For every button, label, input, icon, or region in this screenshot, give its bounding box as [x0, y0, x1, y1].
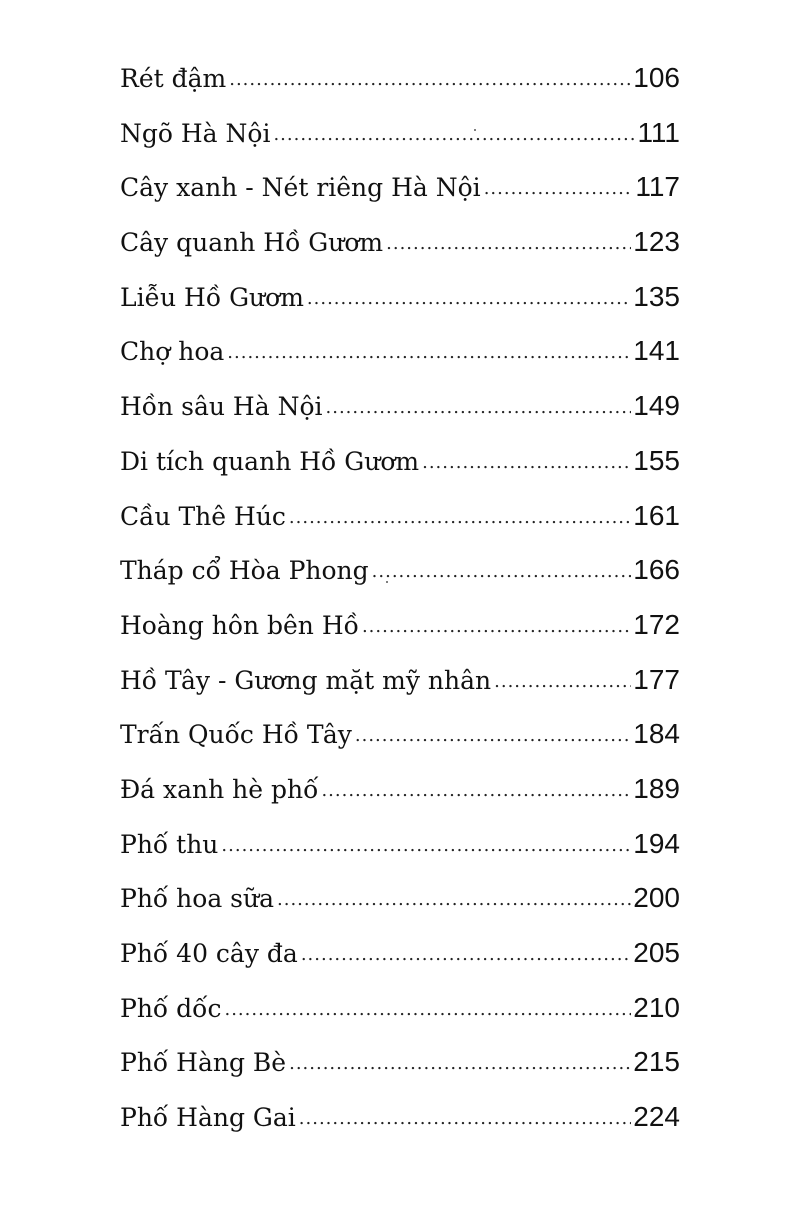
scan-speck [386, 581, 388, 583]
table-of-contents [120, 62, 680, 1156]
toc-entry [120, 281, 680, 336]
toc-dot-leader [301, 944, 631, 965]
toc-entry-page: 189 [633, 772, 680, 804]
toc-entry-title: Phố hoa sữa [120, 884, 275, 914]
toc-entry-page: 224 [633, 1101, 680, 1133]
toc-dot-leader [221, 835, 631, 856]
toc-entry-page: 117 [635, 171, 680, 203]
toc-entry-page: 123 [633, 226, 680, 258]
toc-entry-page: 155 [633, 444, 680, 476]
toc-dot-leader [289, 507, 631, 528]
toc-entry-page: 106 [633, 62, 680, 93]
toc-dot-leader [355, 725, 631, 746]
toc-entry-title: Liễu Hồ Gươm [120, 282, 304, 312]
toc-entry [120, 937, 680, 992]
toc-dot-leader [484, 178, 634, 199]
toc-entry [120, 554, 680, 609]
toc-entry-page: 172 [633, 608, 680, 640]
toc-entry-page: 111 [637, 116, 680, 148]
toc-entry-title: Trấn Quốc Hồ Tây [120, 720, 352, 750]
toc-entry-page: 200 [633, 882, 680, 914]
toc-entry-title: Rét đậm [120, 64, 227, 93]
toc-dot-leader [277, 889, 631, 910]
toc-entry [120, 390, 680, 445]
toc-dot-leader [372, 561, 632, 582]
toc-entry-title: Phố thu [120, 829, 219, 859]
toc-entry [120, 828, 680, 883]
toc-dot-leader [229, 69, 631, 90]
toc-dot-leader [227, 342, 631, 363]
toc-dot-leader [299, 1108, 631, 1129]
toc-entry [120, 992, 680, 1047]
toc-dot-leader [273, 124, 635, 145]
toc-entry-title: Di tích quanh Hồ Gươm [120, 446, 420, 476]
toc-entry-title: Hồn sâu Hà Nội [120, 392, 323, 422]
toc-entry-title: Chợ hoa [120, 337, 225, 367]
toc-entry-title: Phố dốc [120, 993, 222, 1023]
toc-entry-page: 149 [633, 390, 680, 422]
toc-entry [120, 1101, 680, 1156]
toc-entry [120, 773, 680, 828]
toc-dot-leader [494, 671, 631, 692]
toc-entry [120, 171, 680, 226]
toc-entry [120, 117, 680, 172]
toc-entry-title: Phố Hàng Bè [120, 1048, 287, 1078]
toc-entry-title: Cây quanh Hồ Gươm [120, 228, 384, 258]
toc-entry-title: Phố 40 cây đa [120, 939, 298, 968]
toc-entry [120, 664, 680, 719]
toc-dot-leader [289, 1053, 631, 1074]
toc-entry-page: 135 [633, 280, 680, 312]
toc-entry-page: 210 [633, 991, 680, 1023]
toc-entry-title: Cây xanh - Nét riêng Hà Nội [120, 173, 481, 203]
toc-entry [120, 445, 680, 500]
toc-entry-title: Đá xanh hè phố [120, 774, 319, 804]
toc-dot-leader [224, 999, 631, 1020]
toc-dot-leader [326, 397, 632, 418]
toc-entry [120, 335, 680, 390]
scan-speck [474, 129, 476, 131]
toc-entry [120, 500, 680, 555]
toc-entry [120, 62, 680, 117]
toc-entry-page: 166 [633, 554, 680, 586]
toc-entry-title: Phố Hàng Gai [120, 1103, 296, 1133]
toc-entry-title: Ngõ Hà Nội [120, 118, 271, 148]
toc-dot-leader [386, 233, 631, 254]
toc-dot-leader [362, 616, 631, 637]
toc-entry-title: Cầu Thê Húc [120, 501, 286, 531]
toc-entry-title: Hoàng hôn bên Hồ [120, 610, 359, 640]
toc-entry [120, 609, 680, 664]
toc-entry-page: 177 [633, 663, 680, 695]
toc-entry-page: 184 [633, 718, 680, 750]
toc-entry-title: Hồ Tây - Gương mặt mỹ nhân [120, 665, 492, 695]
toc-entry-page: 141 [633, 335, 680, 367]
toc-entry [120, 718, 680, 773]
toc-entry [120, 1046, 680, 1101]
toc-dot-leader [307, 288, 631, 309]
toc-entry-page: 205 [633, 937, 680, 968]
toc-entry [120, 882, 680, 937]
toc-entry-title: Tháp cổ Hòa Phong [120, 556, 369, 586]
toc-entry-page: 161 [633, 499, 680, 531]
toc-entry-page: 194 [633, 827, 680, 859]
toc-dot-leader [321, 780, 631, 801]
toc-entry-page: 215 [633, 1046, 680, 1078]
toc-dot-leader [422, 452, 631, 473]
toc-entry [120, 226, 680, 281]
